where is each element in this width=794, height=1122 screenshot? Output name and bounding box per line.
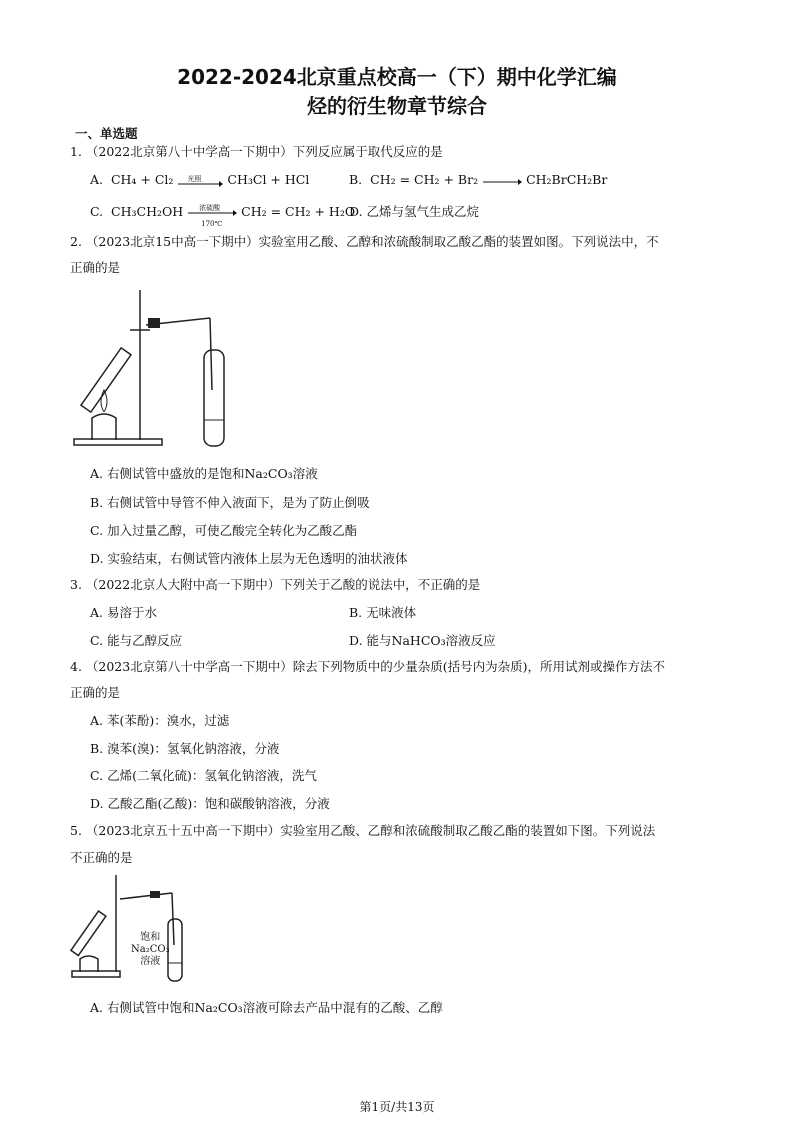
q1-b-left: CH₂ = CH₂ + Br₂ — [370, 172, 479, 187]
reaction-arrow-icon — [177, 176, 223, 186]
q1-b-right: CH₂BrCH₂Br — [526, 172, 608, 187]
q5-figure-label — [131, 932, 170, 968]
q1-option-d: D. 乙烯与氢气生成乙烷 — [349, 204, 480, 219]
q2-stem-line1: 2. （2023北京15中高一下期中）实验室用乙酸、乙醇和浓硫酸制取乙酸乙酯的装置如图。下列说法中，不 — [70, 234, 659, 249]
q3-option-c: C. 能与乙醇反应 — [90, 633, 183, 648]
q1-option-a — [90, 171, 309, 189]
apparatus-figure-1 — [72, 290, 252, 450]
q4-option-b: B. 溴苯(溴)：氢氧化钠溶液，分液 — [90, 741, 280, 756]
q1-c-right: CH₂ = CH₂ + H₂O — [241, 204, 356, 219]
q3-option-d: D. 能与NaHCO₃溶液反应 — [349, 633, 496, 648]
q1-c-left: CH₃CH₂OH — [111, 204, 184, 219]
q2-option-c: C. 加入过量乙醇，可使乙酸完全转化为乙酸乙酯 — [90, 523, 358, 538]
q3-option-a: A. 易溶于水 — [90, 605, 157, 620]
q2-option-a: A. 右侧试管中盛放的是饱和Na₂CO₃溶液 — [90, 466, 318, 481]
q1-a-right: CH₃Cl + HCl — [227, 172, 310, 187]
q1-b-label: B. — [349, 172, 363, 187]
q4-stem-line2: 正确的是 — [70, 685, 121, 700]
q3-option-b: B. 无味液体 — [349, 605, 417, 620]
q1-a-label: A. — [90, 172, 104, 187]
reaction-arrow-icon — [187, 203, 237, 228]
q1-option-c — [90, 203, 356, 228]
q1-c-condition-bottom: 170℃ — [201, 219, 223, 228]
document-subtitle: 烃的衍生物章节综合 — [307, 94, 487, 118]
q1-c-condition-top: 浓硫酸 — [199, 203, 221, 212]
page-footer: 第1页/共13页 — [359, 1100, 435, 1114]
q1-c-label: C. — [90, 204, 104, 219]
q5-figure-label-line3: 溶液 — [140, 956, 161, 967]
q4-option-c: C. 乙烯(二氧化硫)：氢氧化钠溶液，洗气 — [90, 768, 317, 783]
section-heading: 一、单选题 — [75, 126, 138, 141]
q1-option-b — [349, 171, 607, 189]
q5-stem-line1: 5. （2023北京五十五中高一下期中）实验室用乙酸、乙醇和浓硫酸制取乙酸乙酯的装置如下图。下列说法 — [70, 823, 656, 838]
q1-a-condition: 光照 — [187, 174, 202, 183]
q3-stem: 3. （2022北京人大附中高一下期中）下列关于乙酸的说法中，不正确的是 — [70, 577, 481, 592]
q5-figure-label-line1: 饱和 — [140, 932, 161, 943]
apparatus-figure-2 — [70, 875, 200, 985]
q4-option-a: A. 苯(苯酚)：溴水，过滤 — [90, 713, 230, 728]
reaction-arrow-icon — [482, 176, 522, 186]
q2-option-d: D. 实验结束，右侧试管内液体上层为无色透明的油状液体 — [90, 551, 408, 566]
q4-stem-line1: 4. （2023北京第八十中学高一下期中）除去下列物质中的少量杂质(括号内为杂质)，所用试剂或操作方法不 — [70, 659, 665, 674]
q4-option-d: D. 乙酸乙酯(乙酸)：饱和碳酸钠溶液，分液 — [90, 796, 330, 811]
q5-figure-label-line2: Na₂CO₃ — [131, 944, 170, 955]
q5-stem-line2: 不正确的是 — [70, 850, 133, 865]
q2-option-b: B. 右侧试管中导管不伸入液面下，是为了防止倒吸 — [90, 495, 370, 510]
document-title: 2022-2024北京重点校高一（下）期中化学汇编 — [177, 65, 617, 89]
q5-option-a: A. 右侧试管中饱和Na₂CO₃溶液可除去产品中混有的乙酸、乙醇 — [90, 1000, 443, 1015]
q1-a-left: CH₄ + Cl₂ — [110, 172, 174, 187]
q1-stem: 1. （2022北京第八十中学高一下期中）下列反应属于取代反应的是 — [70, 144, 443, 159]
q2-stem-line2: 正确的是 — [70, 260, 121, 275]
